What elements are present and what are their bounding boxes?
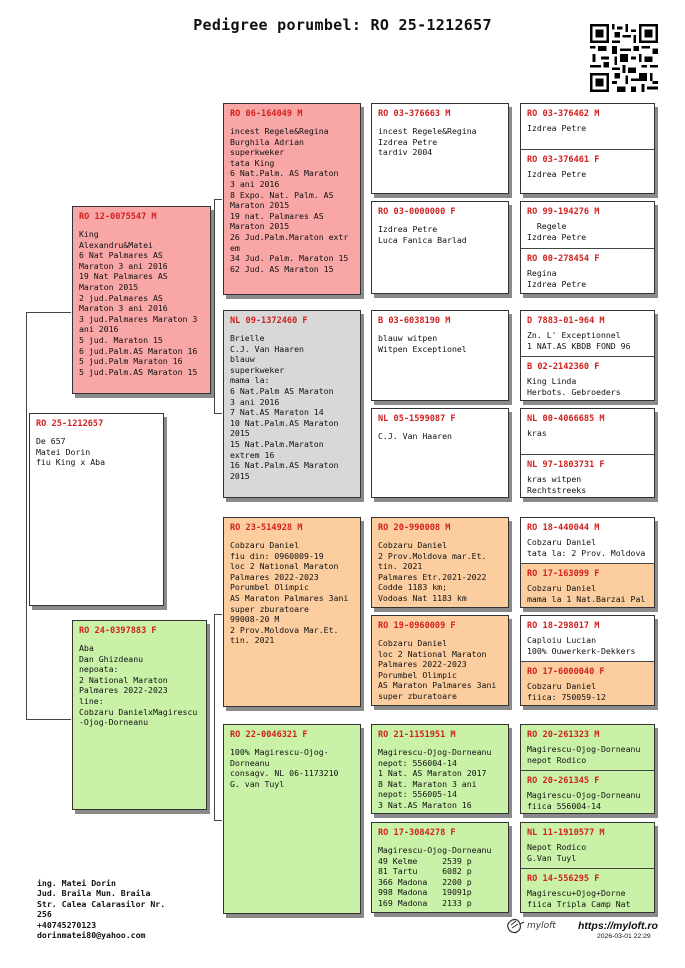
bird-notes: Nepot Rodico G.Van Tuyl bbox=[527, 842, 587, 863]
bird-notes: Aba Dan Ghizdeanu nepoata: 2 National Maraton Palmares 2022-2023 line: Cobzaru DanielxMagirescu -Ojog-Dorneanu bbox=[79, 643, 198, 728]
bird-notes: Cobzaru Daniel fiu din: 0960009-19 loc 2 National Maraton Palmares 2022-2023 Porumbel Olimpic AS Maraton Palmares 3ani super zburatoare 99008-20 M 2 Prov.Moldova Mar.Et. tin. 2021 bbox=[230, 540, 349, 646]
bird-notes: incest Regele&Regina Burghila Adrian superkweker tata King 6 Nat.Palm. AS Maraton 3 ani 2016 8 Expo. Nat. Palm. AS Maraton 2015 19 nat. Palmares AS Maraton 2015 26 Jud.Palm.Maraton extr em 34 Jud. Palm. Maraton 15 62 Jud. AS Maraton 15 bbox=[230, 126, 349, 274]
bird-notes: Magirescu-Ojog-Dorneanu nepot Rodico bbox=[527, 744, 641, 765]
great-grandparent-card[interactable] bbox=[371, 201, 509, 294]
ancestor-male[interactable] bbox=[521, 104, 654, 134]
ancestor-female[interactable] bbox=[521, 249, 654, 289]
grandparent-card[interactable] bbox=[223, 517, 361, 707]
ancestor-male[interactable] bbox=[521, 202, 654, 242]
print-date: 2026-03-01 22:29 bbox=[597, 933, 651, 940]
page-title: Pedigree porumbel: RO 25-1212657 bbox=[193, 16, 492, 34]
subject-card[interactable] bbox=[29, 413, 164, 606]
grandparent-card[interactable] bbox=[223, 724, 361, 914]
great-grandparent-card[interactable] bbox=[371, 103, 509, 194]
bird-notes: Cobzaru Daniel mama la 1 Nat.Barzai Pal bbox=[527, 583, 646, 604]
connector-line bbox=[214, 820, 222, 821]
bird-notes: Izdrea Petre bbox=[527, 169, 587, 179]
bird-notes: blauw witpen Witpen Exceptionel bbox=[378, 333, 467, 354]
bird-notes: Cobzaru Daniel loc 2 National Maraton Palmares 2022-2023 Porumbel Olimpic AS Maraton Palmares 3ani super zburatoare bbox=[378, 638, 497, 701]
ring-number: RO 17-163099 F bbox=[527, 569, 600, 579]
ancestor-male[interactable] bbox=[521, 725, 654, 765]
great-grandparent-card[interactable] bbox=[371, 615, 509, 706]
connector-line bbox=[214, 614, 215, 820]
ring-number: RO 03-376461 F bbox=[527, 155, 600, 165]
ancestor-pair-card[interactable] bbox=[520, 517, 655, 608]
ring-number: NL 00-4066685 M bbox=[527, 414, 605, 424]
ancestor-pair-card[interactable] bbox=[520, 822, 655, 913]
ring-number: RO 18-298017 M bbox=[527, 621, 600, 631]
ancestor-pair-card[interactable] bbox=[520, 408, 655, 498]
ancestor-female[interactable] bbox=[521, 150, 654, 180]
connector-line bbox=[26, 312, 27, 719]
ring-number: RO 99-194276 M bbox=[527, 207, 600, 217]
ring-number: RO 03-376663 M bbox=[378, 109, 451, 119]
bird-notes: Magirescu-Ojog-Dorneanu nepot: 556004-14 1 Nat. AS Maraton 2017 8 Nat. Maraton 3 ani nepot: 556005-14 3 Nat.AS Maraton 16 bbox=[378, 747, 492, 810]
bird-notes: Izdrea Petre Luca Fanica Barlad bbox=[378, 224, 467, 245]
bird-notes: Caploiu Lucian 100% Ouwerkerk-Dekkers bbox=[527, 635, 636, 656]
ancestor-pair-card[interactable] bbox=[520, 310, 655, 401]
qr-code-icon bbox=[590, 24, 658, 92]
ring-number: RO 14-556295 F bbox=[527, 874, 600, 884]
ring-number: D 7883-01-964 M bbox=[527, 316, 605, 326]
ancestor-pair-card[interactable] bbox=[520, 615, 655, 706]
bird-notes: incest Regele&Regina Izdrea Petre tardiv 2004 bbox=[378, 126, 477, 158]
ancestor-male[interactable] bbox=[521, 823, 654, 863]
bird-notes: Magirescu-Ojog-Dorneanu fiica 556004-14 bbox=[527, 790, 641, 811]
ring-number: NL 97-1803731 F bbox=[527, 460, 605, 470]
website-link[interactable]: https://myloft.ro bbox=[578, 920, 658, 932]
bird-notes: 100% Magirescu-Ojog- Dorneanu consagv. NL 06-1173210 G. van Tuyl bbox=[230, 747, 339, 789]
ring-number: RO 20-261323 M bbox=[527, 730, 600, 740]
sire-card[interactable] bbox=[72, 206, 211, 394]
ring-number: RO 03-376462 M bbox=[527, 109, 600, 119]
ring-number: RO 18-440044 M bbox=[527, 523, 600, 533]
bird-notes: King Linda Herbots. Gebroeders bbox=[527, 376, 621, 397]
ring-number: RO 00-278454 F bbox=[527, 254, 600, 264]
ring-number: B 02-2142360 F bbox=[527, 362, 600, 372]
bird-notes: Regina Izdrea Petre bbox=[527, 268, 587, 289]
great-grandparent-card[interactable] bbox=[371, 724, 509, 814]
bird-notes: Cobzaru Daniel 2 Prov.Moldova mar.Et. tin. 2021 Palmares Etr.2021-2022 Codde 1183 km; Vodoas Nat 1183 km bbox=[378, 540, 487, 603]
ring-number: RO 17-3084278 F bbox=[378, 828, 456, 838]
dam-card[interactable] bbox=[72, 620, 207, 810]
ring-number: RO 17-6000040 F bbox=[527, 667, 605, 677]
connector-line bbox=[214, 413, 222, 414]
ancestor-female[interactable] bbox=[521, 869, 654, 909]
grandparent-card[interactable] bbox=[223, 103, 361, 295]
ring-number: RO 20-261345 F bbox=[527, 776, 600, 786]
bird-notes: Magirescu-Ojog-Dorneanu 49 Kelme 2539 p 81 Tartu 6082 p 366 Madona 2200 p 998 Madona 19091p 169 Madona 2133 p bbox=[378, 845, 492, 908]
bird-notes: Cobzaru Daniel fiica: 750059-12 bbox=[527, 681, 606, 702]
bird-notes: Zn. L' Exceptionnel 1 NAT.AS KBDB FOND 96 bbox=[527, 330, 631, 351]
ancestor-male[interactable] bbox=[521, 311, 654, 351]
bird-notes: Magirescu+Ojog+Dorne fiica Tripla Camp Nat bbox=[527, 888, 631, 909]
connector-line bbox=[214, 199, 222, 200]
ring-number: RO 20-990008 M bbox=[378, 523, 451, 533]
ring-number: RO 23-514928 M bbox=[230, 523, 303, 533]
connector-line bbox=[26, 312, 71, 313]
connector-line bbox=[214, 199, 215, 413]
breeder-info: ing. Matei Dorin Jud. Braila Mun. Braila Str. Calea Calarasilor Nr. 256 +40745270123 dorinmatei80@yahoo.com bbox=[37, 878, 166, 941]
ancestor-male[interactable] bbox=[521, 518, 654, 558]
grandparent-card[interactable] bbox=[223, 310, 361, 498]
ring-number: RO 25-1212657 bbox=[36, 419, 104, 429]
ring-number: RO 19-0960009 F bbox=[378, 621, 456, 631]
bird-notes: King Alexandru&Matei 6 Nat Palmares AS Maraton 3 ani 2016 19 Nat Palmares AS Maraton 2015 2 jud.Palmares AS Maraton 3 ani 2016 3 jud.Palmares Maraton 3 ani 2016 5 jud. Maraton 15 6 jud.Palm.AS Maraton 16 5 jud.Palm Maraton 16 5 jud.Palm.AS Maraton 15 bbox=[79, 229, 198, 377]
bird-notes: Izdrea Petre bbox=[527, 123, 587, 133]
ancestor-female[interactable] bbox=[521, 771, 654, 811]
ring-number: B 03-6038190 M bbox=[378, 316, 451, 326]
bird-notes: C.J. Van Haaren bbox=[378, 431, 452, 441]
ring-number: NL 09-1372460 F bbox=[230, 316, 308, 326]
ancestor-female[interactable] bbox=[521, 357, 654, 397]
ancestor-female[interactable] bbox=[521, 455, 654, 495]
brand-logo-text: myloft bbox=[527, 921, 556, 931]
ring-number: RO 24-0397883 F bbox=[79, 626, 157, 636]
bird-notes: De 657 Matei Dorin fiu King x Aba bbox=[36, 436, 106, 468]
bird-notes: Cobzaru Daniel tata la: 2 Prov. Moldova bbox=[527, 537, 646, 558]
ancestor-pair-card[interactable] bbox=[520, 201, 655, 294]
connector-line bbox=[214, 614, 222, 615]
ring-number: RO 21-1151951 M bbox=[378, 730, 456, 740]
connector-line bbox=[26, 719, 71, 720]
ring-number: RO 22-0046321 F bbox=[230, 730, 308, 740]
ring-number: RO 12-0075547 M bbox=[79, 212, 157, 222]
great-grandparent-card[interactable] bbox=[371, 822, 509, 913]
ancestor-female[interactable] bbox=[521, 564, 654, 607]
ring-number: NL 11-1910577 M bbox=[527, 828, 605, 838]
bird-notes: kras witpen Rechtstreeks bbox=[527, 474, 587, 495]
ring-number: RO 06-164049 M bbox=[230, 109, 303, 119]
bird-notes: kras bbox=[527, 428, 547, 438]
ring-number: RO 03-0000000 F bbox=[378, 207, 456, 217]
ancestor-pair-card[interactable] bbox=[520, 103, 655, 194]
great-grandparent-card[interactable] bbox=[371, 517, 509, 608]
ancestor-male[interactable] bbox=[521, 616, 654, 656]
bird-notes: Regele Izdrea Petre bbox=[527, 221, 587, 242]
ring-number: NL 05-1599087 F bbox=[378, 414, 456, 424]
bird-notes: Brielle C.J. Van Haaren blauw superkweker mama la: 6 Nat.Palm AS Maraton 3 ani 2016 7 Nat.AS Maraton 14 10 Nat.Palm.AS Maraton 2015 15 Nat.Palm.Maraton extrem 16 16 Nat.Palm.AS Maraton 2015 bbox=[230, 333, 339, 481]
great-grandparent-card[interactable] bbox=[371, 310, 509, 401]
ancestor-pair-card[interactable] bbox=[520, 724, 655, 814]
great-grandparent-card[interactable] bbox=[371, 408, 509, 498]
ancestor-female[interactable] bbox=[521, 662, 654, 705]
ancestor-male[interactable] bbox=[521, 409, 654, 439]
